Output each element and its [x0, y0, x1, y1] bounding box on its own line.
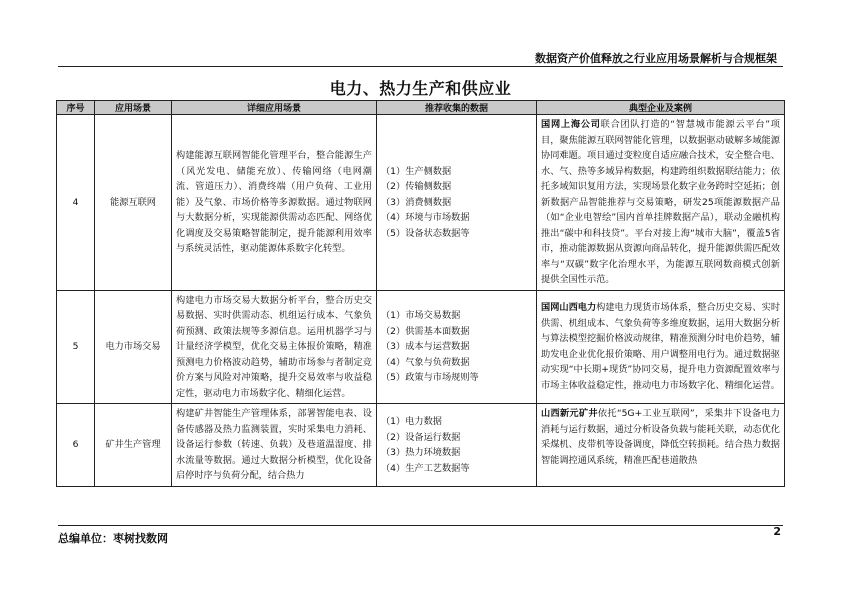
- data-item: （4）生产工艺数据等: [381, 462, 470, 474]
- detail-text: 构建矿井智能生产管理体系，部署智能电表、设备传感器及热力监测装置，实时采集电力消耗、设备运行参数（转速、负载）及巷道温湿度、排水流量等数据。通过大数据分析模型，优化设备启停时序与负荷分配，结合热力: [176, 408, 372, 481]
- header-divider: [58, 66, 783, 67]
- footer-editor: 总编单位：枣树找数网: [58, 532, 168, 545]
- case-company: 山西新元矿井: [541, 408, 598, 419]
- case-cell: [537, 115, 785, 291]
- data-cell: [377, 404, 537, 487]
- case-cell: [537, 290, 785, 404]
- detail-cell: 构建电力市场交易大数据分析平台，整合历史交易数据、实时供需动态、机组运行成本、气象负荷预测、政策法规等多源信息。运用机器学习与计量经济学模型，优化交易主体报价策略，精准预测电力价格波动趋势，辅助市场参与者制定竞价方案与风险对冲策略，提升交易效率与收益稳定性，驱动电力市场数字化、精细化运营。: [172, 290, 377, 404]
- data-item: （2）供需基本面数据: [381, 325, 470, 337]
- column-header-case: 典型企业及案例: [537, 101, 785, 115]
- detail-cell: [172, 404, 377, 487]
- row-number: 4: [57, 115, 95, 291]
- scene-cell: 能源互联网: [95, 115, 172, 291]
- data-item: （1）生产侧数据: [381, 165, 452, 177]
- case-text: 构建电力现货市场体系，整合历史交易、实时供需、机组成本、气象负荷等多维度数据，运用大数据分析与算法模型挖掘价格波动规律，精准预测分时电价趋势，辅助发电企业优化报价策略、用户调整用电行为。通过数据驱动实现“中长期+现货”协同交易，提升电力资源配置效率与市场主体收益稳定性，推动电力市场数字化、精细化运营。: [541, 302, 781, 391]
- data-item: （1）市场交易数据: [381, 310, 461, 321]
- column-header-scene: 应用场景: [95, 101, 172, 115]
- data-item: （4）环境与市场数据: [381, 212, 470, 223]
- case-text: 联合团队打造的“智慧城市能源云平台”项目，聚焦能源互联网智能化管理，以数据驱动破解多域能源协同难题。项目通过变粒度自适应融合技术，安全整合电、水、气、热等多域异构数据，构建跨组织数据联结能力；依托多域知识复用方法，实现场景化数字业务跨时空延拓；创新数据产品智能推荐与交易策略，研发25项能源数据产品（如“企业电智绘”国内首单挂牌数据产品），联动金融机构推出“碳中和科技贷”。平台对接上海“城市大脑”，覆盖5省市，推动能源数据从资源向商品转化，提升能源供需匹配效率与“双碳”数字化治理水平，为能源互联网数商模式创新提供全国性示范。: [541, 119, 780, 285]
- scenario-table: [56, 100, 785, 487]
- scene-cell: 电力市场交易: [95, 290, 172, 404]
- table-row: [57, 115, 785, 291]
- footer-divider: [58, 525, 783, 526]
- data-item: （5）政策与市场规则等: [381, 372, 479, 383]
- page-title: 电力、热力生产和供应业: [329, 79, 512, 98]
- data-item: （2）传输侧数据: [381, 181, 452, 192]
- case-content: [541, 406, 780, 484]
- data-item: （3）成本与运营数据: [381, 341, 470, 352]
- column-header-detail: 详细应用场景: [172, 101, 377, 115]
- column-header-data: 推荐收集的数据: [377, 101, 537, 115]
- data-item: （1）电力数据: [381, 416, 442, 427]
- data-item: （3）消费侧数据: [381, 196, 452, 208]
- table-row: [57, 404, 785, 487]
- data-item: （2）设备运行数据: [381, 431, 461, 443]
- table-row: [57, 290, 785, 404]
- column-header-no: 序号: [57, 101, 95, 115]
- row-number: 6: [57, 404, 95, 487]
- case-company: 国网山西电力: [541, 302, 597, 314]
- table-header-row: [57, 101, 785, 115]
- scene-cell: 矿井生产管理: [95, 404, 172, 487]
- case-text: 依托“5G+工业互联网”，采集井下设备电力消耗与运行数据，通过分析设备负载与能耗关联，动态优化采煤机、皮带机等设备调度，降低空转损耗。结合热力数据智能调控通风系统，精准匹配巷道散热: [541, 408, 780, 466]
- row-number: 5: [57, 290, 95, 404]
- data-item: （5）设备状态数据等: [381, 227, 470, 239]
- detail-cell: 构建能源互联网智能化管理平台，整合能源生产（风光发电、储能充放）、传输网络（电网潮流、管道压力）、消费终端（用户负荷、工业用能）及气象、市场价格等多源数据。通过物联网与大数据分析，实现能源供需动态匹配、网络优化调度及交易策略智能制定，提升能源利用效率与系统灵活性，驱动能源体系数字化转型。: [172, 115, 377, 291]
- data-cell: [377, 290, 537, 404]
- case-cell: [537, 404, 785, 487]
- case-company: 国网上海公司: [541, 119, 601, 130]
- data-cell: [377, 115, 537, 291]
- data-item: （3）热力环境数据: [381, 447, 461, 458]
- data-item: （4）气象与负荷数据: [381, 356, 470, 368]
- page-number: 2: [773, 525, 781, 538]
- running-header-title: 数据资产价值释放之行业应用场景解析与合规框架: [535, 52, 777, 65]
